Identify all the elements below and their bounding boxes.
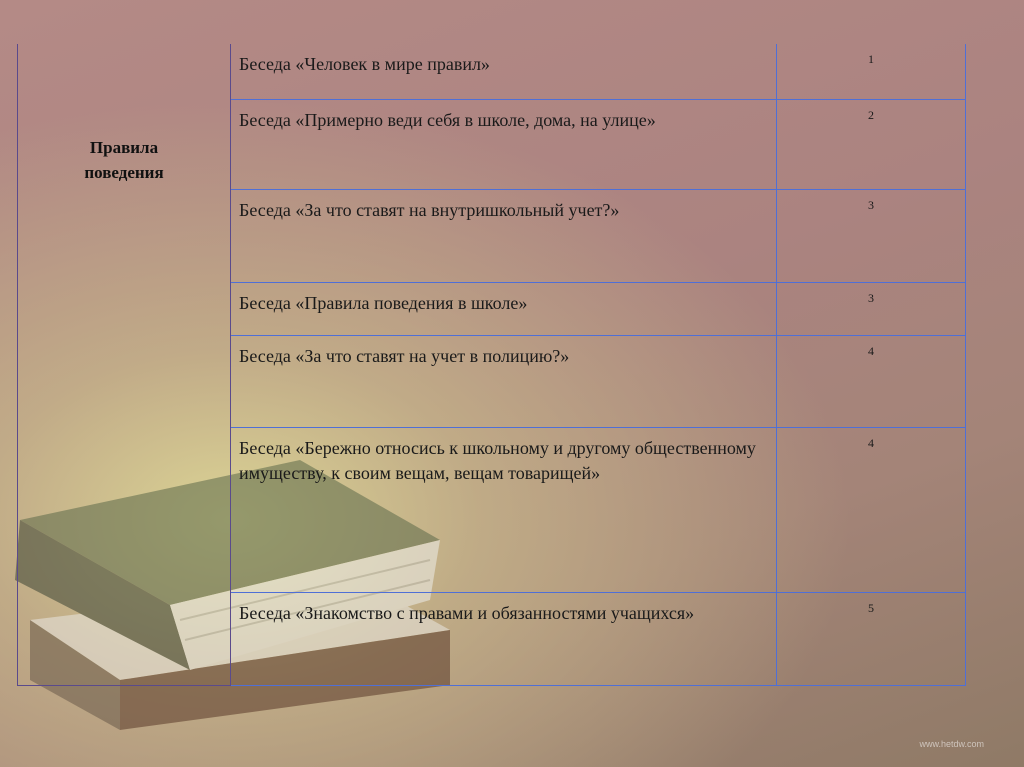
section-title-line1: Правила	[89, 138, 159, 157]
topic-cell: Беседа «Примерно веди себя в школе, дома, на улице»	[231, 99, 777, 189]
number-cell: 3	[777, 189, 966, 282]
topic-cell: Беседа «За что ставят на внутришкольный учет?»	[231, 189, 777, 282]
number-cell: 1	[777, 44, 966, 99]
number-cell: 4	[777, 427, 966, 592]
section-cell	[18, 44, 231, 685]
number-cell: 3	[777, 282, 966, 335]
topic-cell: Беседа «Бережно относись к школьному и другому общественному имуществу, к своим вещам, вещам товарищей»	[231, 427, 777, 592]
watermark: www.hetdw.com	[919, 739, 984, 749]
number-cell: 2	[777, 99, 966, 189]
topic-cell: Беседа «Человек в мире правил»	[231, 44, 777, 99]
topic-cell: Беседа «За что ставят на учет в полицию?»	[231, 335, 777, 427]
number-cell: 4	[777, 335, 966, 427]
plan-table	[17, 44, 966, 686]
section-title-line2: поведения	[84, 163, 164, 182]
topic-cell: Беседа «Знакомство с правами и обязанностями учащихся»	[231, 592, 777, 685]
section-title	[19, 135, 229, 185]
number-cell: 5	[777, 592, 966, 685]
topic-cell: Беседа «Правила поведения в школе»	[231, 282, 777, 335]
